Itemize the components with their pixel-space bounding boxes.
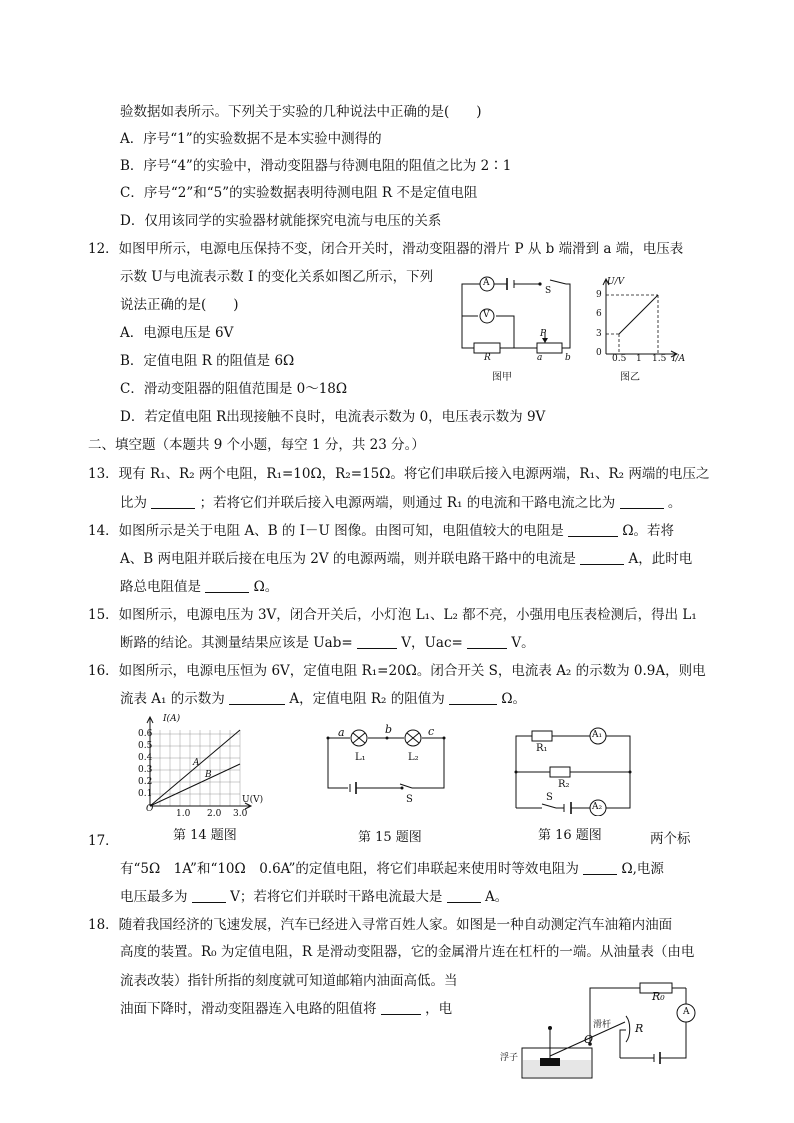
q18-fig-label-lever: 滑杆 (593, 1020, 612, 1030)
q16-line2 (120, 690, 526, 708)
q12-option-b: B．定值电阻 R 的阻值是 6Ω (120, 353, 295, 369)
q17-text-c: 电压最多为 (120, 889, 188, 905)
fig14-ytick-0.4: 0.4 (138, 753, 153, 763)
line-a (150, 730, 240, 806)
q12-option-a: A．电源电压是 6V (120, 325, 234, 341)
q14-line1 (88, 522, 674, 540)
q14-text-e: 路总电阻值是 (120, 579, 201, 595)
q12-fig-b-ytick-3: 3 (596, 329, 602, 339)
fig14-caption: 第 14 题图 (173, 828, 237, 843)
q16-text-b: A，定值电阻 R₂ 的阻值为 (289, 691, 445, 707)
q18-text-b: ，电 (425, 1001, 453, 1017)
q12-line1: 12．如图甲所示，电源电压保持不变，闭合开关时，滑动变阻器的滑片 P 从 b 端滑到 a 端，电压表 (88, 241, 684, 257)
q15-text-a: 断路的结论。其测量结果应该是 Uab= (120, 635, 353, 651)
q17-blank-3[interactable] (447, 888, 481, 903)
fig16-label-a2: A₂ (592, 802, 603, 812)
fig16-circuit (508, 724, 638, 816)
fig14-ytick-0.2: 0.2 (138, 777, 153, 787)
q17-blank-2[interactable] (192, 888, 226, 903)
q12-fig-a-label-R: R (484, 353, 491, 363)
q14-blank-3[interactable] (205, 578, 249, 593)
q17-text-e: A。 (484, 889, 509, 905)
q17-text-d: V；若将它们并联时干路电流最大是 (230, 889, 443, 905)
q14-text-c: A、B 两电阻并联后接在电压为 2V 的电源两端，则并联电路干路中的电流是 (120, 551, 576, 567)
q15-line1: 15．如图所示，电源电压为 3V，闭合开关后，小灯泡 L₁、L₂ 都不亮，小强用电压表检测后，得出 L₁ (88, 607, 697, 623)
q17-text-a: 有“5Ω 1A”和“10Ω 0.6A”的定值电阻，将它们串联起来使用时等效电阻为 (120, 861, 579, 877)
q15-blank-2[interactable] (467, 634, 507, 649)
q15-blank-1[interactable] (357, 634, 397, 649)
q18-line2: 高度的装置。R₀ 为定值电阻，R 是滑动变阻器，它的金属滑片连在杠杆的一端。从油量表（由电 (120, 944, 695, 960)
q17-line2 (120, 860, 664, 878)
q12-fig-a-label-A: A (483, 278, 490, 288)
q14-text-a: 14．如图所示是关于电阻 A、B 的 I－U 图像。由图可知，电阻值较大的电阻是 (88, 523, 564, 539)
q12-fig-a-label-V: V (483, 310, 490, 320)
q12-fig-b-ytick-6: 6 (596, 309, 602, 319)
q14-text-f: Ω。 (253, 579, 279, 595)
q16-text-c: Ω。 (501, 691, 527, 707)
q12-fig-a-label-b: b (565, 353, 571, 363)
fig14-xtick-2.0: 2.0 (207, 809, 222, 819)
q12-fig-b-xlabel: I/A (672, 354, 686, 364)
q13-text-c: 。 (667, 495, 682, 511)
q12-figure-a-circuit (452, 272, 582, 384)
q13-blank-1[interactable] (151, 494, 195, 509)
q12-line3: 说法正确的是( ) (120, 297, 239, 313)
q18-blank-1[interactable] (381, 1000, 421, 1015)
fig14-label-b: B (205, 770, 212, 780)
q12-line2: 示数 U与电流表示数 I 的变化关系如图乙所示，下列 (120, 269, 434, 285)
q12-fig-b-ytick-0: 0 (596, 348, 602, 358)
fig16-label-a1: A₁ (592, 730, 603, 740)
q14-blank-1[interactable] (568, 522, 618, 537)
fig14-xtick-1.0: 1.0 (176, 809, 191, 819)
q14-line3 (120, 578, 278, 596)
q16-blank-1[interactable] (229, 690, 285, 705)
q18-line3: 流表改装）指针所指的刻度就可知道邮箱内油面高低。当 (120, 973, 458, 989)
q15-text-b: V，Uac= (401, 635, 463, 651)
q12-fig-a-caption: 图甲 (492, 372, 512, 383)
q13-text-b: ；若将它们并联后接入电源两端，则通过 R₁ 的电流和干路电流之比为 (199, 495, 616, 511)
q11-option-c: C．序号“2”和“5”的实验数据表明待测电阻 R 不是定值电阻 (120, 185, 478, 201)
q12-fig-b-caption: 图乙 (620, 372, 640, 383)
fig16-label-s: S (546, 792, 553, 803)
q11-option-a: A．序号“1”的实验数据不是本实验中测得的 (120, 131, 382, 147)
q13-text-a: 比为 (120, 495, 147, 511)
q18-fig-label-o: O (584, 1033, 594, 1046)
q13-line2 (120, 494, 681, 512)
fig14-label-a: A (193, 758, 200, 768)
q12-fig-b-xtick-0.5: 0.5 (612, 354, 627, 364)
fig14-ytick-0.1: 0.1 (138, 789, 153, 799)
u-i-line (619, 295, 658, 334)
q17-tail: 两个标 (650, 831, 691, 847)
fig14-ytick-0.3: 0.3 (138, 765, 153, 775)
q18-line1: 18．随着我国经济的飞速发展，汽车已经进入寻常百姓人家。如图是一种自动测定汽车油箱内油面 (88, 917, 673, 933)
q16-blank-2[interactable] (449, 690, 497, 705)
fig14-xlabel: U(V) (242, 795, 264, 805)
fig14-ytick-0.6: 0.6 (138, 729, 153, 739)
q18-line4 (120, 1000, 452, 1018)
q12-fig-a-label-a: a (537, 353, 543, 363)
q13-line1: 13．现有 R₁、R₂ 两个电阻，R₁=10Ω，R₂=15Ω。将它们串联后接入电源两端，R₁、R₂ 两端的电压之 (88, 466, 710, 482)
fig16-label-r2: R₂ (558, 779, 570, 790)
q14-text-d: A，此时电 (628, 551, 693, 567)
q14-line2 (120, 550, 692, 568)
q18-fig-label-r0: R₀ (652, 990, 665, 1003)
fig14-origin: O (146, 804, 154, 814)
q15-line2 (120, 634, 535, 652)
q12-fig-b-xtick-1: 1 (636, 354, 642, 364)
q14-blank-2[interactable] (580, 550, 624, 565)
q12-fig-b-ylabel: U/V (607, 277, 625, 287)
fig14-xtick-3.0: 3.0 (233, 809, 248, 819)
fig14-ylabel: I(A) (163, 714, 181, 724)
q15-text-c: V。 (511, 635, 535, 651)
q17-blank-1[interactable] (583, 860, 617, 875)
q18-fig-label-a: A (683, 1007, 690, 1017)
fig15-label-l2: L₂ (408, 752, 419, 763)
fig15-caption: 第 15 题图 (358, 830, 422, 845)
q12-fig-b-ytick-9: 9 (596, 290, 602, 300)
fig15-label-l1: L₁ (355, 752, 366, 763)
fig15-label-b: b (385, 723, 393, 736)
fig14-ytick-0.5: 0.5 (138, 741, 153, 751)
q16-text-a: 流表 A₁ 的示数为 (120, 691, 225, 707)
q17-line3 (120, 888, 508, 906)
q17-number: 17． (88, 833, 119, 849)
q12-option-c: C．滑动变阻器的阻值范围是 0～18Ω (120, 381, 348, 397)
q17-text-b: Ω,电源 (621, 861, 664, 877)
fig16-caption: 第 16 题图 (538, 828, 602, 843)
q14-text-b: Ω。若将 (622, 523, 675, 539)
fig18-fuel-gauge (500, 978, 710, 1088)
q11-option-d: D．仅用该同学的实验器材就能探究电流与电压的关系 (120, 213, 442, 229)
fig15-label-s: S (406, 794, 413, 805)
q18-fig-label-float: 浮子 (500, 1053, 519, 1063)
fig15-label-a: a (338, 726, 345, 739)
fig15-label-c: c (428, 725, 435, 738)
q11-intro: 验数据如表所示。下列关于实验的几种说法中正确的是( ) (120, 104, 482, 120)
q11-option-b: B．序号“4”的实验中，滑动变阻器与待测电阻的阻值之比为 2∶1 (120, 158, 512, 174)
q13-blank-2[interactable] (620, 494, 664, 509)
q18-fig-label-r: R (635, 1022, 644, 1035)
line-b (150, 764, 240, 806)
q18-text-a: 油面下降时，滑动变阻器连入电路的阻值将 (120, 1001, 377, 1017)
q16-line1: 16．如图所示，电源电压恒为 6V，定值电阻 R₁=20Ω。闭合开关 S，电流表 A₂ 的示数为 0.9A，则电 (88, 663, 706, 679)
q12-fig-a-label-S: S (545, 286, 552, 296)
section-2-heading: 二、填空题（本题共 9 个小题，每空 1 分，共 23 分。） (88, 437, 425, 453)
q12-option-d: D．若定值电阻 R出现接触不良时，电流表示数为 0，电压表示数为 9V (120, 409, 546, 425)
q12-fig-b-xtick-1.5: 1.5 (652, 354, 667, 364)
q12-figure-b-graph (590, 272, 690, 364)
fig16-label-r1: R₁ (536, 743, 548, 754)
q12-fig-a-label-P: P (540, 329, 547, 339)
